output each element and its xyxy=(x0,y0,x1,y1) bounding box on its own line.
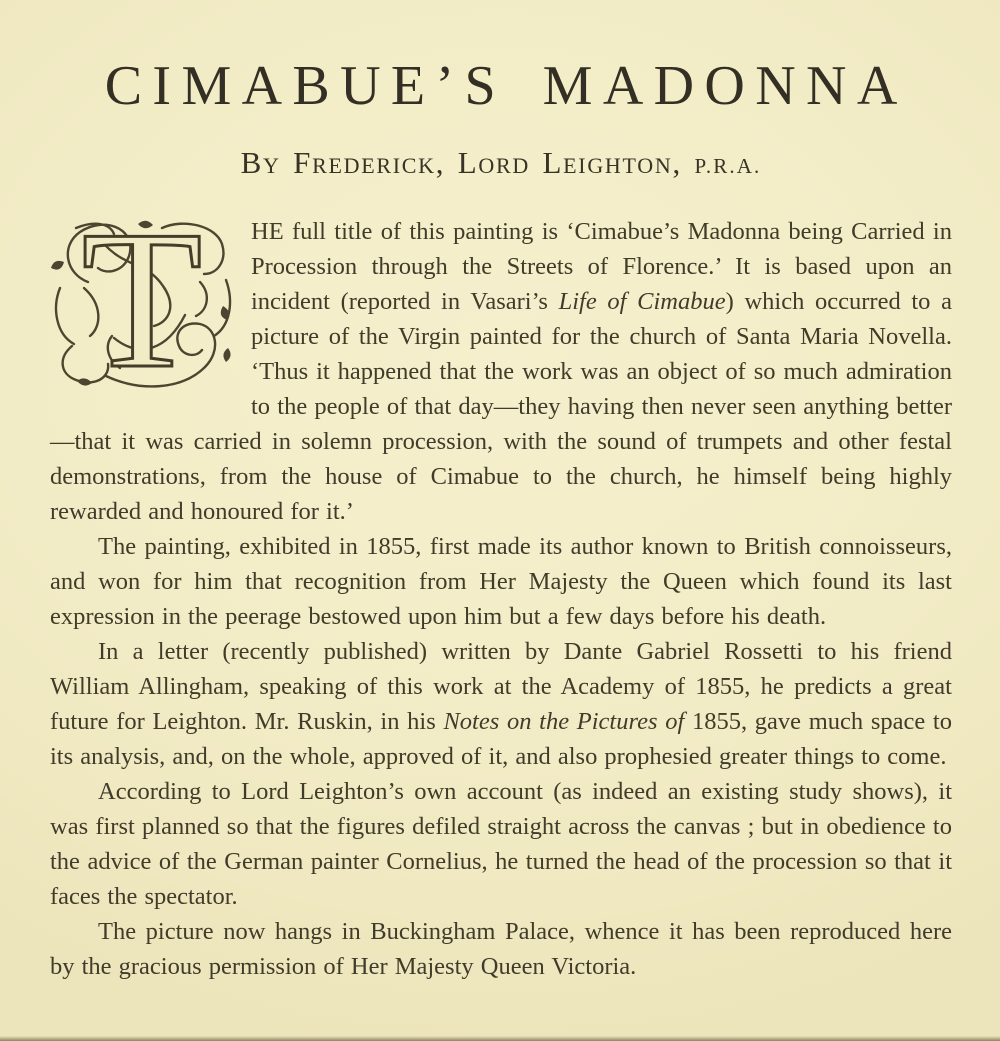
text-run: ) which occurred to a picture of the Virgin painted for the church of Santa Maria Novella. ‘Thus it happened that the work was an object of so much admiration to the people of that day—they having then never seen anything better—that it was carried in solemn procession, with the sound of trumpets and other festal demonstrations, from the house of Cimabue to the church, he himself being highly rewarded and honoured for it.’ xyxy=(50,288,952,525)
paragraph-3 xyxy=(50,634,952,774)
dropcap-letter: T xyxy=(81,218,203,388)
page-title: CIMABUE’S MADONNA xyxy=(104,55,908,117)
byline-author: By Frederick, Lord Leighton, xyxy=(240,145,682,180)
article-body xyxy=(50,214,952,984)
italic-text-run: Notes on the Pictures of xyxy=(443,708,685,735)
text-run: According to Lord Leighton’s own account (as indeed an existing study shows), it was first planned so that the figures defiled straight across the canvas ; but in obedience to the advice of the German painter Cornelius, he turned the head of the procession so that it faces the spectator. xyxy=(50,778,952,910)
dropcap-ornament-svg xyxy=(50,218,235,388)
text-run: HE full title of this painting is ‘Cimabue’s Madonna being Carried in Procession through the Streets of Florence.’ It is based upon an incident (reported in Vasari’s xyxy=(251,218,952,315)
text-run: 1855, gave much space to its analysis, and, on the whole, approved of it, and also prophesied greater things to come. xyxy=(50,708,952,770)
paragraph-2 xyxy=(50,529,952,634)
paragraph-5 xyxy=(50,914,952,984)
paragraph-4 xyxy=(50,774,952,914)
italic-text-run: Life of Cimabue xyxy=(558,288,726,315)
text-run: The painting, exhibited in 1855, first made its author known to British connoisseurs, and won for him that recognition from Her Majesty the Queen which found its last expression in the peerage bestowed upon him but a few days before his death. xyxy=(50,533,952,630)
text-run: The picture now hangs in Buckingham Palace, whence it has been reproduced here by the gracious permission of Her Majesty Queen Victoria. xyxy=(50,918,952,980)
text-run: In a letter (recently published) written by Dante Gabriel Rossetti to his friend William Allingham, speaking of this work at the Academy of 1855, he predicts a great future for Leighton. Mr. Ruskin, in his xyxy=(50,638,952,735)
byline-honorific: P.R.A. xyxy=(694,154,762,178)
dropcap-initial-T xyxy=(50,218,235,388)
byline xyxy=(50,147,952,178)
